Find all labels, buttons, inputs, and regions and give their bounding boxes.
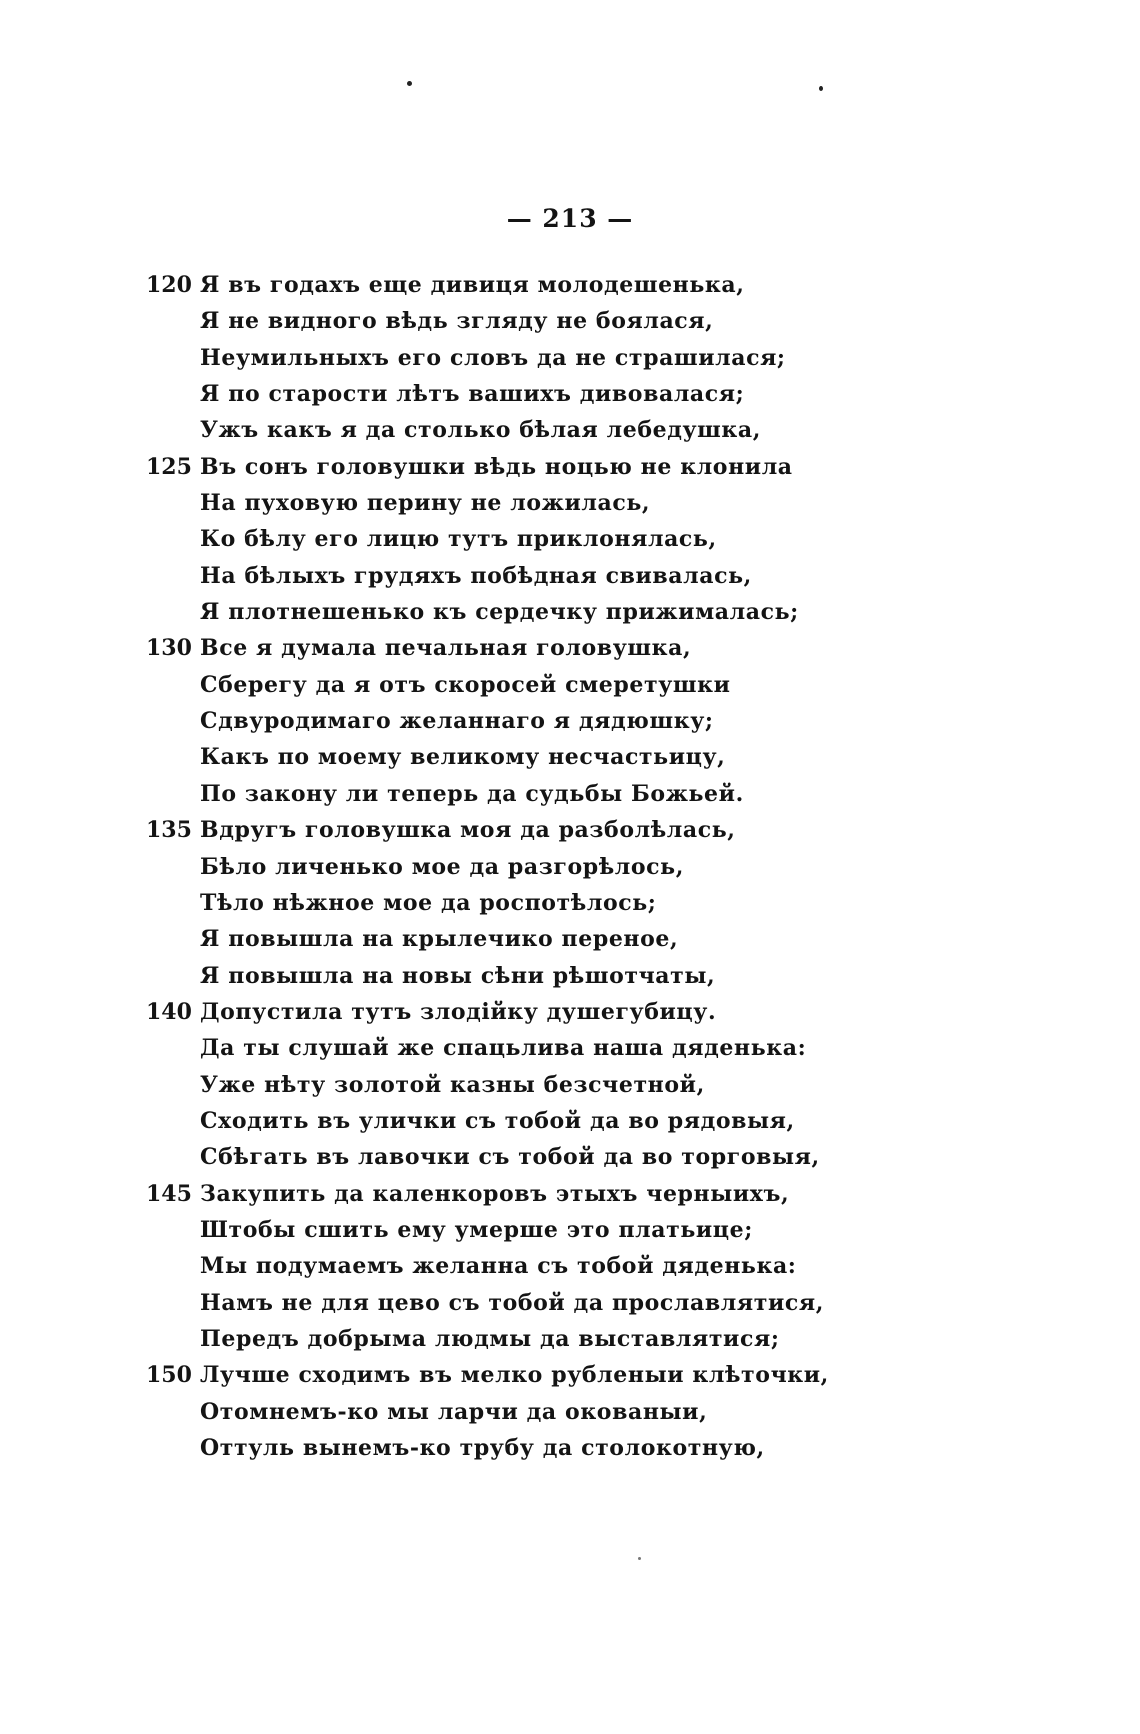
ink-speck <box>638 1557 641 1560</box>
verse-line <box>0 812 1140 848</box>
verse-line <box>0 739 1140 775</box>
verse-line <box>0 1285 1140 1321</box>
verse-text: По закону ли теперь да судьбы Божьей. <box>200 780 744 807</box>
verse-line <box>0 885 1140 921</box>
verse-line <box>0 376 1140 412</box>
verse-line <box>0 921 1140 957</box>
verse-text: Намъ не для цево съ тобой да прославлятися, <box>200 1289 824 1316</box>
line-number: 150 <box>146 1362 192 1389</box>
verse-line <box>0 485 1140 521</box>
verse-text: Все я думала печальная головушка, <box>200 635 692 662</box>
ink-speck <box>819 86 823 91</box>
verse-line <box>0 521 1140 557</box>
verse-line <box>0 667 1140 703</box>
verse-text: Ужъ какъ я да столько бѣлая лебедушка, <box>200 417 762 444</box>
verse-line <box>0 849 1140 885</box>
verse-text: Я по старости лѣтъ вашихъ дивовалася; <box>200 381 745 408</box>
verse-text: Отомнемъ-ко мы ларчи да окованыи, <box>200 1398 708 1425</box>
verse-text: Въ сонъ головушки вѣдь ноцью не клонила <box>200 453 793 480</box>
verse-text: Сдвуродимаго желаннаго я дядюшку; <box>200 708 714 735</box>
verse-text: Какъ по моему великому несчастьицу, <box>200 744 726 771</box>
verse-text: Уже нѣту золотой казны безсчетной, <box>200 1071 705 1098</box>
verse-text: На пуховую перину не ложилась, <box>200 490 651 517</box>
verse-text: Я повышла на крылечико переное, <box>200 926 679 953</box>
verse-line <box>0 1067 1140 1103</box>
verse-line <box>0 958 1140 994</box>
verse-line <box>0 1248 1140 1284</box>
verse-text: Закупить да каленкоровъ этыхъ черныихъ, <box>200 1180 790 1207</box>
verse-line <box>0 449 1140 485</box>
verse-text: Мы подумаемъ желанна съ тобой дяденька: <box>200 1253 797 1280</box>
verse-line <box>0 1176 1140 1212</box>
line-number: 125 <box>146 453 192 480</box>
verse-text: Я повышла на новы сѣни рѣшотчаты, <box>200 962 716 989</box>
verse-line <box>0 1321 1140 1357</box>
verse-text: Сходить въ улички съ тобой да во рядовыя, <box>200 1107 795 1134</box>
verse-line <box>0 1212 1140 1248</box>
verse-text: Допустила тутъ злодійку душегубицу. <box>200 998 717 1025</box>
line-number: 140 <box>146 998 192 1025</box>
verse-text: Сбѣгать въ лавочки съ тобой да во торговыя, <box>200 1144 820 1171</box>
verse-text: Тѣло нѣжное мое да роспотѣлось; <box>200 889 657 916</box>
line-number: 120 <box>146 272 192 298</box>
verse-line <box>0 1357 1140 1393</box>
line-number: 145 <box>146 1180 192 1207</box>
verse-line <box>0 340 1140 376</box>
verse-text: Бѣло личенько мое да разгорѣлось, <box>200 853 684 880</box>
page-number: — 213 — <box>506 204 634 233</box>
verse-text: Неумильныхъ его словъ да не страшилася; <box>200 344 786 371</box>
ink-speck <box>407 81 412 86</box>
verse-line <box>0 558 1140 594</box>
verse-text: Ко бѣлу его лицю тутъ приклонялась, <box>200 526 717 553</box>
verse-line <box>0 1030 1140 1066</box>
verse-line <box>0 1103 1140 1139</box>
verse-text: На бѣлыхъ грудяхъ побѣдная свивалась, <box>200 562 752 589</box>
verse-line <box>0 994 1140 1030</box>
verse-text: Я въ годахъ еще дивиця молодешенька, <box>200 272 745 298</box>
verse-line <box>0 776 1140 812</box>
verse-line <box>0 267 1140 303</box>
verse-line <box>0 630 1140 666</box>
verse-text: Лучше сходимъ въ мелко рубленыи клѣточки, <box>200 1362 829 1389</box>
verse-line <box>0 303 1140 339</box>
verse-line <box>0 594 1140 630</box>
verse-text: Я плотнешенько къ сердечку прижималась; <box>200 599 799 626</box>
line-number: 130 <box>146 635 192 662</box>
verse-block <box>0 267 1140 1466</box>
verse-line <box>0 1430 1140 1466</box>
verse-text: Вдругъ головушка моя да разболѣлась, <box>200 817 736 844</box>
line-number: 135 <box>146 817 192 844</box>
verse-text: Да ты слушай же спацьлива наша дяденька: <box>200 1035 807 1062</box>
verse-text: Передъ добрыма людмы да выставлятися; <box>200 1325 780 1352</box>
verse-text: Я не видного вѣдь згляду не боялася, <box>200 308 714 335</box>
verse-line <box>0 412 1140 448</box>
verse-text: Сберегу да я отъ скоросей смеретушки <box>200 671 731 698</box>
verse-line <box>0 703 1140 739</box>
verse-text: Оттуль вынемъ-ко трубу да столокотную, <box>200 1435 765 1461</box>
verse-line <box>0 1394 1140 1430</box>
verse-text: Штобы сшить ему умерше это платьице; <box>200 1216 753 1243</box>
verse-line <box>0 1139 1140 1175</box>
